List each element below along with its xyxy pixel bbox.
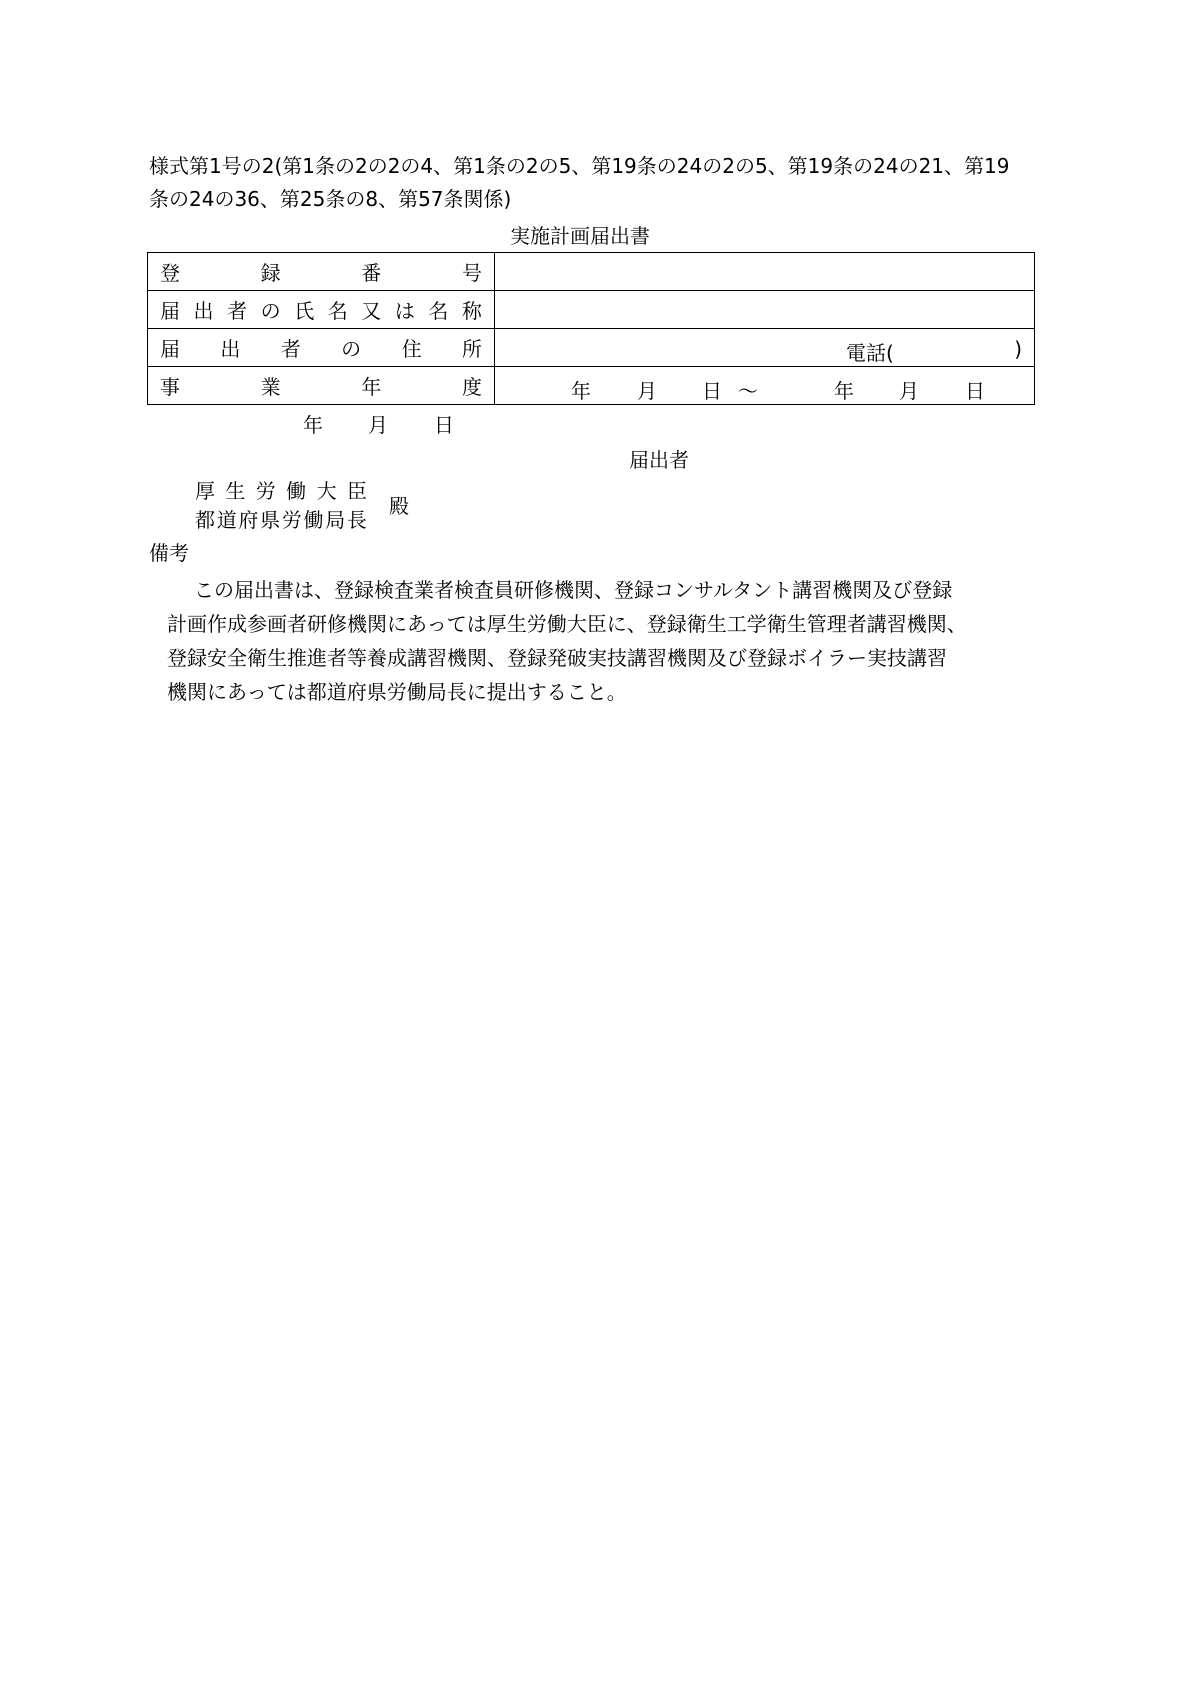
addressee-bureau-director (195, 510, 367, 530)
label-char: 名 (428, 299, 449, 323)
addressee-char: 県 (260, 508, 281, 532)
label-char: 業 (260, 375, 281, 399)
notes-label: 備考 (149, 541, 189, 565)
label-char: 又 (361, 299, 382, 323)
addressee-char: 厚 (195, 479, 215, 503)
addressee-char: 生 (225, 479, 246, 503)
label-char: 出 (193, 299, 214, 323)
addressee-char: 働 (286, 479, 307, 503)
business-year-field[interactable] (495, 367, 1035, 405)
label-char: 住 (401, 337, 422, 361)
label-char: 出 (220, 337, 241, 361)
label-business-year (148, 367, 495, 405)
applicant-address-field[interactable] (495, 329, 1035, 367)
note-line-1: この届出書は、登録検査業者検査員研修機関、登録コンサルタント講習機関及び登録 (194, 578, 953, 602)
label-char: 所 (461, 337, 482, 361)
submitter-label: 届出者 (629, 448, 689, 472)
phone-field[interactable] (846, 337, 1022, 366)
table-row-applicant-address (148, 329, 1035, 367)
addressee-char: 大 (316, 479, 337, 503)
label-char: 年 (361, 375, 382, 399)
addressee-char: 労 (281, 508, 302, 532)
label-char: は (394, 299, 415, 323)
date-month: 月 (368, 413, 388, 437)
addressee-char: 長 (346, 508, 367, 532)
table-row-registration-number (148, 253, 1035, 291)
document-title: 実施計画届出書 (510, 224, 650, 248)
label-char: 称 (461, 299, 482, 323)
period-start-year: 年 (571, 379, 591, 403)
addressee-char: 道 (216, 508, 237, 532)
registration-number-field[interactable] (495, 253, 1035, 291)
honorific: 殿 (389, 494, 409, 518)
table-row-business-year (148, 367, 1035, 405)
addressee-char: 都 (195, 508, 215, 532)
applicant-name-field[interactable] (495, 291, 1035, 329)
label-char: 番 (361, 261, 382, 285)
label-char: 者 (280, 337, 301, 361)
addressee-minister (195, 481, 367, 501)
label-char: 者 (227, 299, 248, 323)
form-reference-line-1: 様式第1号の2(第1条の2の2の4、第1条の2の5、第19条の24の2の5、第19条の24の21、第19 (149, 154, 1010, 178)
label-char: 事 (160, 375, 180, 399)
period-end-year: 年 (834, 379, 854, 403)
addressee-char: 臣 (346, 479, 367, 503)
date-day: 日 (434, 413, 454, 437)
addressee-char: 局 (325, 508, 346, 532)
addressee-char: 労 (255, 479, 276, 503)
label-applicant-address (148, 329, 495, 367)
addressee-char: 府 (238, 508, 259, 532)
label-char: 届 (160, 337, 180, 361)
label-char: 名 (327, 299, 348, 323)
label-applicant-name (148, 291, 495, 329)
label-char: 度 (461, 375, 482, 399)
period-tilde: ～ (738, 379, 758, 403)
addressee-char: 働 (303, 508, 324, 532)
note-line-3: 登録安全衛生推進者等養成講習機関、登録発破実技講習機関及び登録ボイラー実技講習 (167, 646, 947, 670)
label-char: 登 (160, 261, 180, 285)
phone-label: 電話( (846, 341, 894, 365)
period-start-month: 月 (637, 379, 657, 403)
period-end-month: 月 (899, 379, 919, 403)
phone-close-paren: ) (1014, 337, 1022, 361)
form-table (147, 252, 1035, 405)
note-line-2: 計画作成参画者研修機関にあっては厚生労働大臣に、登録衛生工学衛生管理者講習機関、 (167, 612, 967, 636)
date-year: 年 (303, 413, 323, 437)
label-char: 号 (461, 261, 482, 285)
note-line-4: 機関にあっては都道府県労働局長に提出すること。 (167, 680, 627, 704)
label-char: の (341, 337, 362, 361)
label-registration-number (148, 253, 495, 291)
label-char: の (260, 299, 281, 323)
label-char: 氏 (294, 299, 315, 323)
label-char: 録 (260, 261, 281, 285)
table-row-applicant-name (148, 291, 1035, 329)
period-end-day: 日 (965, 379, 985, 403)
period-start-day: 日 (702, 379, 722, 403)
business-year-period (495, 375, 1034, 403)
form-reference-line-2: 条の24の36、第25条の8、第57条関係) (149, 187, 512, 211)
label-char: 届 (160, 299, 180, 323)
